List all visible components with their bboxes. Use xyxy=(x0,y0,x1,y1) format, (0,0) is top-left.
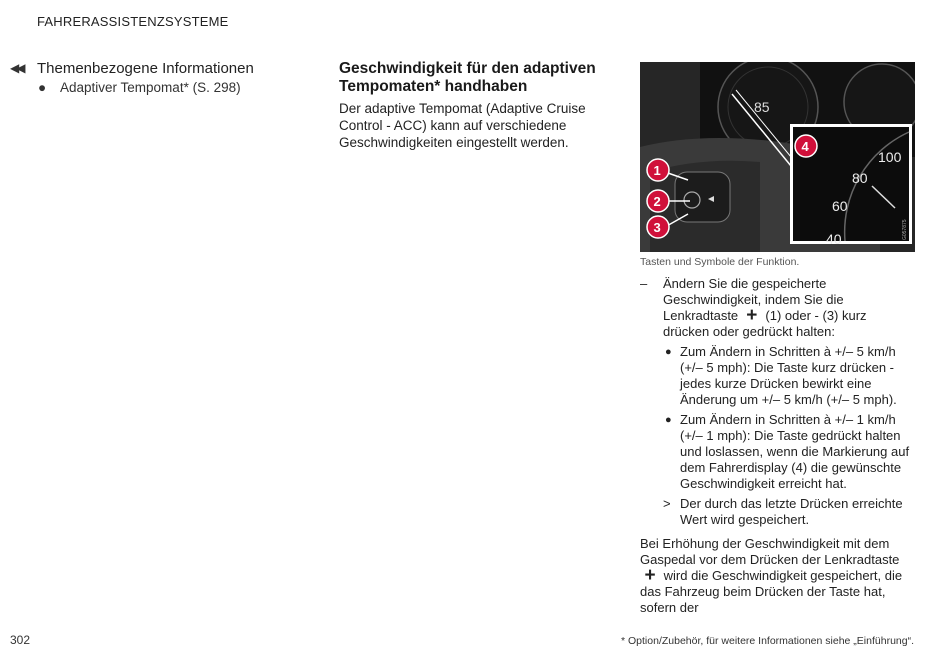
plus-icon: + xyxy=(644,565,656,586)
bullet-list xyxy=(640,344,915,528)
paragraph-text-part2: wird die Geschwindigkeit gespeichert, die das Fahrzeug beim Drücken der Taste hat, sofern der xyxy=(640,568,903,615)
bullet-text: Zum Ändern in Schritten à +/– 5 km/h (+/– 5 mph): Die Taste kurz drücken - jedes kurze Drücken bewirkt eine Änderung um +/– 5 km/h (+/– 5 mph). xyxy=(680,344,897,407)
figure-image xyxy=(640,62,915,252)
section-title: Geschwindigkeit für den adaptiven Tempomaten* handhaben xyxy=(339,60,596,95)
list-item xyxy=(663,412,915,492)
figure-caption: Tasten und Symbole der Funktion. xyxy=(640,256,800,268)
related-link[interactable] xyxy=(10,80,310,95)
plus-icon: + xyxy=(746,305,758,326)
marker-4: 4 xyxy=(801,139,809,154)
result-arrow: > xyxy=(663,496,671,511)
inset-tick-100: 100 xyxy=(878,149,902,165)
result-text: Der durch das letzte Drücken erreichte Wert wird gespeichert. xyxy=(680,496,903,527)
intro-text: Der adaptive Tempomat (Adaptive Cruise Control - ACC) kann auf verschiedene Geschwindigkeiten eingestellt werden. xyxy=(339,101,586,150)
main-section xyxy=(339,60,619,151)
inset-tick-60: 60 xyxy=(832,198,848,214)
inset-tick-40: 40 xyxy=(826,231,842,247)
bullet-icon: ● xyxy=(665,346,672,358)
footnote: * Option/Zubehör, für weitere Informationen siehe „Einführung“. xyxy=(621,635,914,647)
double-chevron-left-icon: ◀◀ xyxy=(10,61,23,75)
bullet-icon: ● xyxy=(665,414,672,426)
step-dash: – xyxy=(640,276,648,291)
marker-3: 3 xyxy=(653,220,661,235)
gauge-speed-text: 85 xyxy=(754,99,770,115)
result-item xyxy=(663,496,915,528)
inset-tick-80: 80 xyxy=(852,170,868,186)
bullet-icon: ● xyxy=(38,80,47,95)
marker-1: 1 xyxy=(653,163,661,178)
related-title-text: Themenbezogene Informationen xyxy=(37,60,254,77)
marker-2: 2 xyxy=(653,194,661,209)
instruction-step xyxy=(640,276,915,340)
step-text-part2: (1) oder - (3) kurz drücken oder gedrückt halten: xyxy=(663,308,867,339)
figure-code: G057875 xyxy=(902,219,908,240)
page-number: 302 xyxy=(10,633,31,647)
related-link-text[interactable]: Adaptiver Tempomat* (S. 298) xyxy=(60,80,241,95)
paragraph-text-part1: Bei Erhöhung der Geschwindigkeit mit dem Gaspedal vor dem Drücken der Lenkradtaste xyxy=(640,536,900,567)
section-header: FAHRERASSISTENZSYSTEME xyxy=(37,14,229,29)
list-item xyxy=(663,344,915,408)
related-title xyxy=(10,60,310,77)
paragraph xyxy=(640,536,915,616)
bullet-text: Zum Ändern in Schritten à +/– 1 km/h (+/– 1 mph): Die Taste gedrückt halten und loslassen, wenn die Markierung auf dem Fahrerdisplay (4) die gewünschte Geschwindigkeit erreicht hat. xyxy=(680,412,910,491)
steering-wheel-illustration xyxy=(640,62,915,252)
related-info xyxy=(10,60,310,95)
step-text-part1: Ändern Sie die gespeicherte Geschwindigkeit, indem Sie die Lenkradtaste xyxy=(663,276,844,323)
instructions xyxy=(640,276,915,616)
